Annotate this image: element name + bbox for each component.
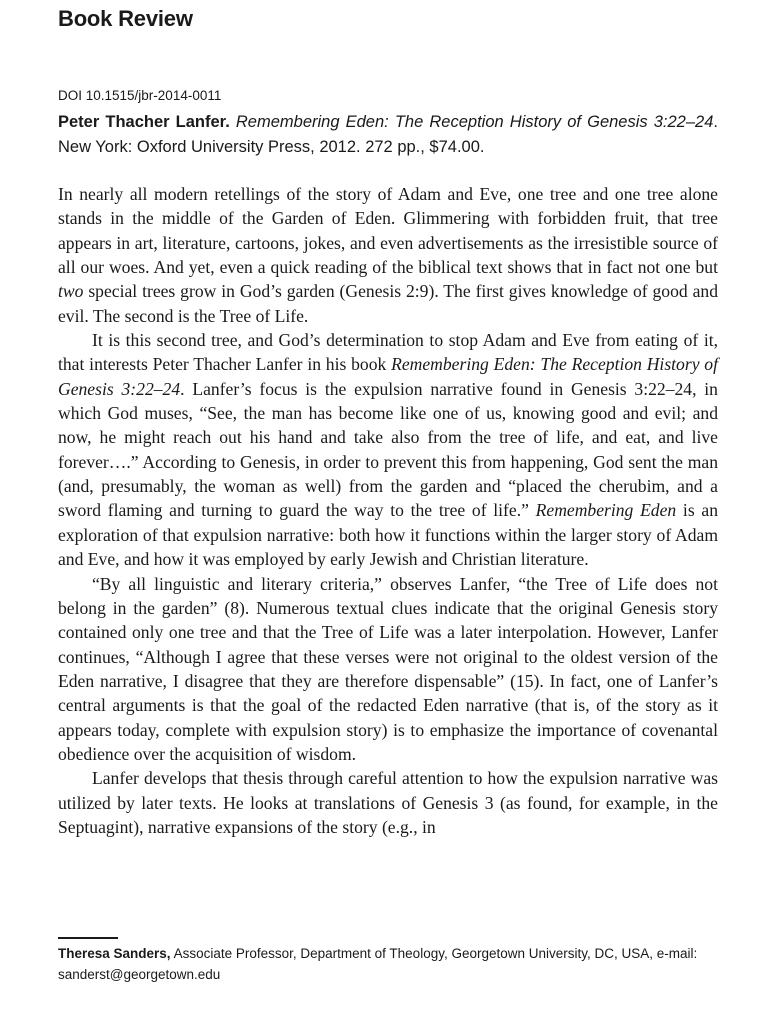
paragraph-3 — [58, 572, 718, 767]
book-citation — [58, 110, 718, 159]
paragraph-text: special trees grow in God’s garden (Genesis 2:9). The first gives knowledge of good and evil. The second is the Tree of Life. — [58, 281, 718, 326]
reviewer-name: Theresa Sanders, — [58, 946, 171, 961]
paragraph-4 — [58, 766, 718, 839]
emphasis-two: two — [58, 281, 84, 302]
paragraph-text: is an exploration of that expulsion narrative: both how it functions within the larger story of Adam and Eve, and how it was employed by early Jewish and Christian literature. — [58, 500, 718, 570]
review-body — [58, 182, 718, 839]
paragraph-text: “By all linguistic and literary criteria,” observes Lanfer, “the Tree of Life does not belong in the garden” (8). Numerous textual clues indicate that the original Genesis story contained only one tree and that the Tree of Life was a later interpolation. However, Lanfer continues, “Although I agree that these verses were not original to the oldest version of the Eden narrative, I disagree that they are therefore dispensable” (15). In fact, one of Lanfer’s central arguments is that the goal of the redacted Eden narrative (that is, of the story as it appears today, complete with expulsion story) is to emphasize the importance of covenantal obedience over the acquisition of wisdom. — [58, 573, 718, 764]
paragraph-1 — [58, 182, 718, 328]
author-footnote — [58, 943, 718, 985]
paragraph-text: . Lanfer’s focus is the expulsion narrative found in Genesis 3:22–24, in which God muses, “See, the man has become like one of us, knowing good and evil; and now, he might reach out his hand and take also from the tree of life, and eat, and live forever….” According to Genesis, in order to prevent this from happening, God sent the man (and, presumably, the woman as well) from the garden and “placed the cherubim, and a sword flaming and turning to guard the way to the tree of life.” — [58, 378, 718, 521]
paragraph-2 — [58, 328, 718, 571]
doi: DOI 10.1515/jbr-2014-0011 — [58, 88, 222, 103]
reviewer-affiliation: Associate Professor, Department of Theology, Georgetown University, DC, USA, e-mail: sanderst@georgetown.edu — [58, 946, 698, 982]
citation-author: Peter Thacher Lanfer. — [58, 113, 230, 131]
section-label: Book Review — [58, 6, 193, 31]
footnote-divider — [58, 937, 118, 939]
book-title-italic: Remembering Eden: The Reception History of Genesis 3:22–24 — [58, 354, 718, 399]
paragraph-text: Lanfer develops that thesis through careful attention to how the expulsion narrative was utilized by later texts. He looks at translations of Genesis 3 (as found, for example, in the Septuagint), narrative expansions of the story (e.g., in — [58, 768, 718, 837]
citation-publication: New York: Oxford University Press, 2012. 272 pp., $74.00. — [58, 137, 485, 156]
paragraph-text: It is this second tree, and God’s determination to stop Adam and Eve from eating of it, that interests Peter Thacher Lanfer in his book — [58, 330, 718, 375]
book-title-italic: Remembering Eden — [535, 500, 677, 521]
citation-book-title: Remembering Eden: The Reception History of Genesis 3:22–24 — [235, 113, 714, 131]
paragraph-text: In nearly all modern retellings of the story of Adam and Eve, one tree and one tree alone stands in the middle of the Garden of Eden. Glimmering with forbidden fruit, that tree appears in art, literature, cartoons, jokes, and even advertisements as the irresistible source of all our woes. And yet, even a quick reading of the biblical text shows that in fact not one but — [58, 184, 718, 278]
citation-title-period: . — [713, 113, 718, 131]
